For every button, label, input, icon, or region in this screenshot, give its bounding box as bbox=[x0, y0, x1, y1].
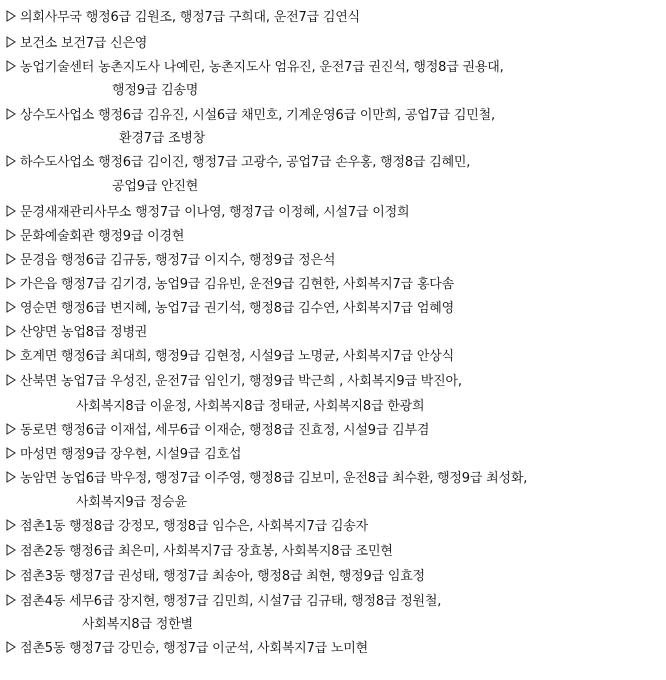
triangle-bullet-icon bbox=[6, 423, 16, 435]
list-item bbox=[6, 225, 664, 249]
entry-text: 점촌4동 세무6급 장지현, 행정7급 김민희, 시설7급 김규태, 행정8급 정원철, bbox=[20, 594, 442, 609]
list-item bbox=[6, 590, 664, 614]
triangle-bullet-icon bbox=[6, 374, 16, 386]
triangle-bullet-icon bbox=[6, 301, 16, 313]
entry-text: 농암면 농업6급 박우정, 행정7급 이주영, 행정8급 김보미, 운전8급 최수환, 행정9급 최성화, bbox=[20, 471, 528, 486]
list-item bbox=[6, 6, 664, 30]
entry-text: 동로면 행정6급 이재섭, 세무6급 이재순, 행정8급 진효정, 시설9급 김부겸 bbox=[20, 423, 430, 438]
list-item bbox=[6, 419, 664, 443]
entry-text: 농업기술센터 농촌지도사 나예린, 농촌지도사 엄유진, 운전7급 권진석, 행정8급 권용대, bbox=[20, 60, 504, 75]
triangle-bullet-icon bbox=[6, 108, 16, 120]
entry-text: 산북면 농업7급 우성진, 운전7급 임인기, 행정9급 박근희 , 사회복지9급 박진아, bbox=[20, 374, 462, 389]
entry-text: 점촌1동 행정8급 강정모, 행정8급 임수은, 사회복지7급 김송자 bbox=[20, 519, 368, 534]
entry-continuation: 사회복지8급 정한별 bbox=[82, 617, 193, 632]
entry-continuation: 환경7급 조병창 bbox=[119, 131, 206, 146]
triangle-bullet-icon bbox=[6, 253, 16, 265]
entry-continuation: 공업9급 안진현 bbox=[112, 179, 199, 194]
triangle-bullet-icon bbox=[6, 155, 16, 167]
list-item bbox=[6, 56, 664, 80]
triangle-bullet-icon bbox=[6, 641, 16, 653]
entry-text: 하수도사업소 행정6급 김이진, 행정7급 고광수, 공업7급 손우홍, 행정8급 김혜민, bbox=[20, 155, 471, 170]
list-item bbox=[6, 540, 664, 564]
list-item bbox=[6, 515, 664, 539]
entry-text: 문화예술회관 행정9급 이경현 bbox=[20, 229, 185, 244]
list-item bbox=[6, 443, 664, 467]
triangle-bullet-icon bbox=[6, 349, 16, 361]
triangle-bullet-icon bbox=[6, 594, 16, 606]
entry-continuation: 행정9급 김송명 bbox=[112, 83, 199, 98]
entry-text: 보건소 보건7급 신은영 bbox=[20, 36, 148, 51]
entry-text: 산양면 농업8급 정병권 bbox=[20, 325, 148, 340]
triangle-bullet-icon bbox=[6, 36, 16, 48]
list-item bbox=[6, 467, 664, 491]
entry-text: 문경새재관리사무소 행정7급 이나영, 행정7급 이정혜, 시설7급 이정희 bbox=[20, 205, 410, 220]
entry-text: 의회사무국 행정6급 김원조, 행정7급 구희대, 운전7급 김연식 bbox=[20, 10, 360, 25]
list-item bbox=[6, 370, 664, 394]
list-item bbox=[6, 273, 664, 297]
list-item bbox=[6, 321, 664, 345]
entry-text: 가은읍 행정7급 김기경, 농업9급 김유빈, 운전9급 김현한, 사회복지7급 홍다솜 bbox=[20, 277, 454, 292]
entry-text: 상수도사업소 행정6급 김유진, 시설6급 채민호, 기계운영6급 이만희, 공업7급 김민철, bbox=[20, 108, 495, 123]
triangle-bullet-icon bbox=[6, 205, 16, 217]
entry-text: 점촌3동 행정7급 권성태, 행정7급 최송아, 행정8급 최현, 행정9급 임효정 bbox=[20, 569, 425, 584]
list-item bbox=[6, 151, 664, 175]
list-item bbox=[6, 104, 664, 128]
triangle-bullet-icon bbox=[6, 60, 16, 72]
entry-text: 마성면 행정9급 장우현, 시설9급 김호섭 bbox=[20, 447, 242, 462]
list-item bbox=[6, 201, 664, 225]
list-item bbox=[6, 32, 664, 56]
entry-text: 점촌2동 행정6급 최은미, 사회복지7급 장효봉, 사회복지8급 조민현 bbox=[20, 544, 393, 559]
entry-continuation: 사회복지8급 이윤정, 사회복지8급 정태균, 사회복지8급 한광희 bbox=[76, 399, 425, 414]
triangle-bullet-icon bbox=[6, 447, 16, 459]
entry-text: 문경읍 행정6급 김규동, 행정7급 이지수, 행정9급 정은석 bbox=[20, 253, 336, 268]
list-item bbox=[6, 297, 664, 321]
entry-text: 호계면 행정6급 최대희, 행정9급 김현정, 시설9급 노명균, 사회복지7급 안상식 bbox=[20, 349, 454, 364]
triangle-bullet-icon bbox=[6, 10, 16, 22]
triangle-bullet-icon bbox=[6, 229, 16, 241]
list-item bbox=[6, 637, 664, 661]
list-item bbox=[6, 345, 664, 369]
triangle-bullet-icon bbox=[6, 471, 16, 483]
entry-continuation: 사회복지9급 정승윤 bbox=[76, 495, 187, 510]
triangle-bullet-icon bbox=[6, 519, 16, 531]
triangle-bullet-icon bbox=[6, 544, 16, 556]
list-item bbox=[6, 565, 664, 589]
entry-text: 점촌5동 행정7급 강민승, 행정7급 이군석, 사회복지7급 노미현 bbox=[20, 641, 368, 656]
entry-text: 영순면 행정6급 변지혜, 농업7급 권기석, 행정8급 김수연, 사회복지7급 엄혜영 bbox=[20, 301, 454, 316]
triangle-bullet-icon bbox=[6, 569, 16, 581]
triangle-bullet-icon bbox=[6, 277, 16, 289]
list-item bbox=[6, 249, 664, 273]
triangle-bullet-icon bbox=[6, 325, 16, 337]
